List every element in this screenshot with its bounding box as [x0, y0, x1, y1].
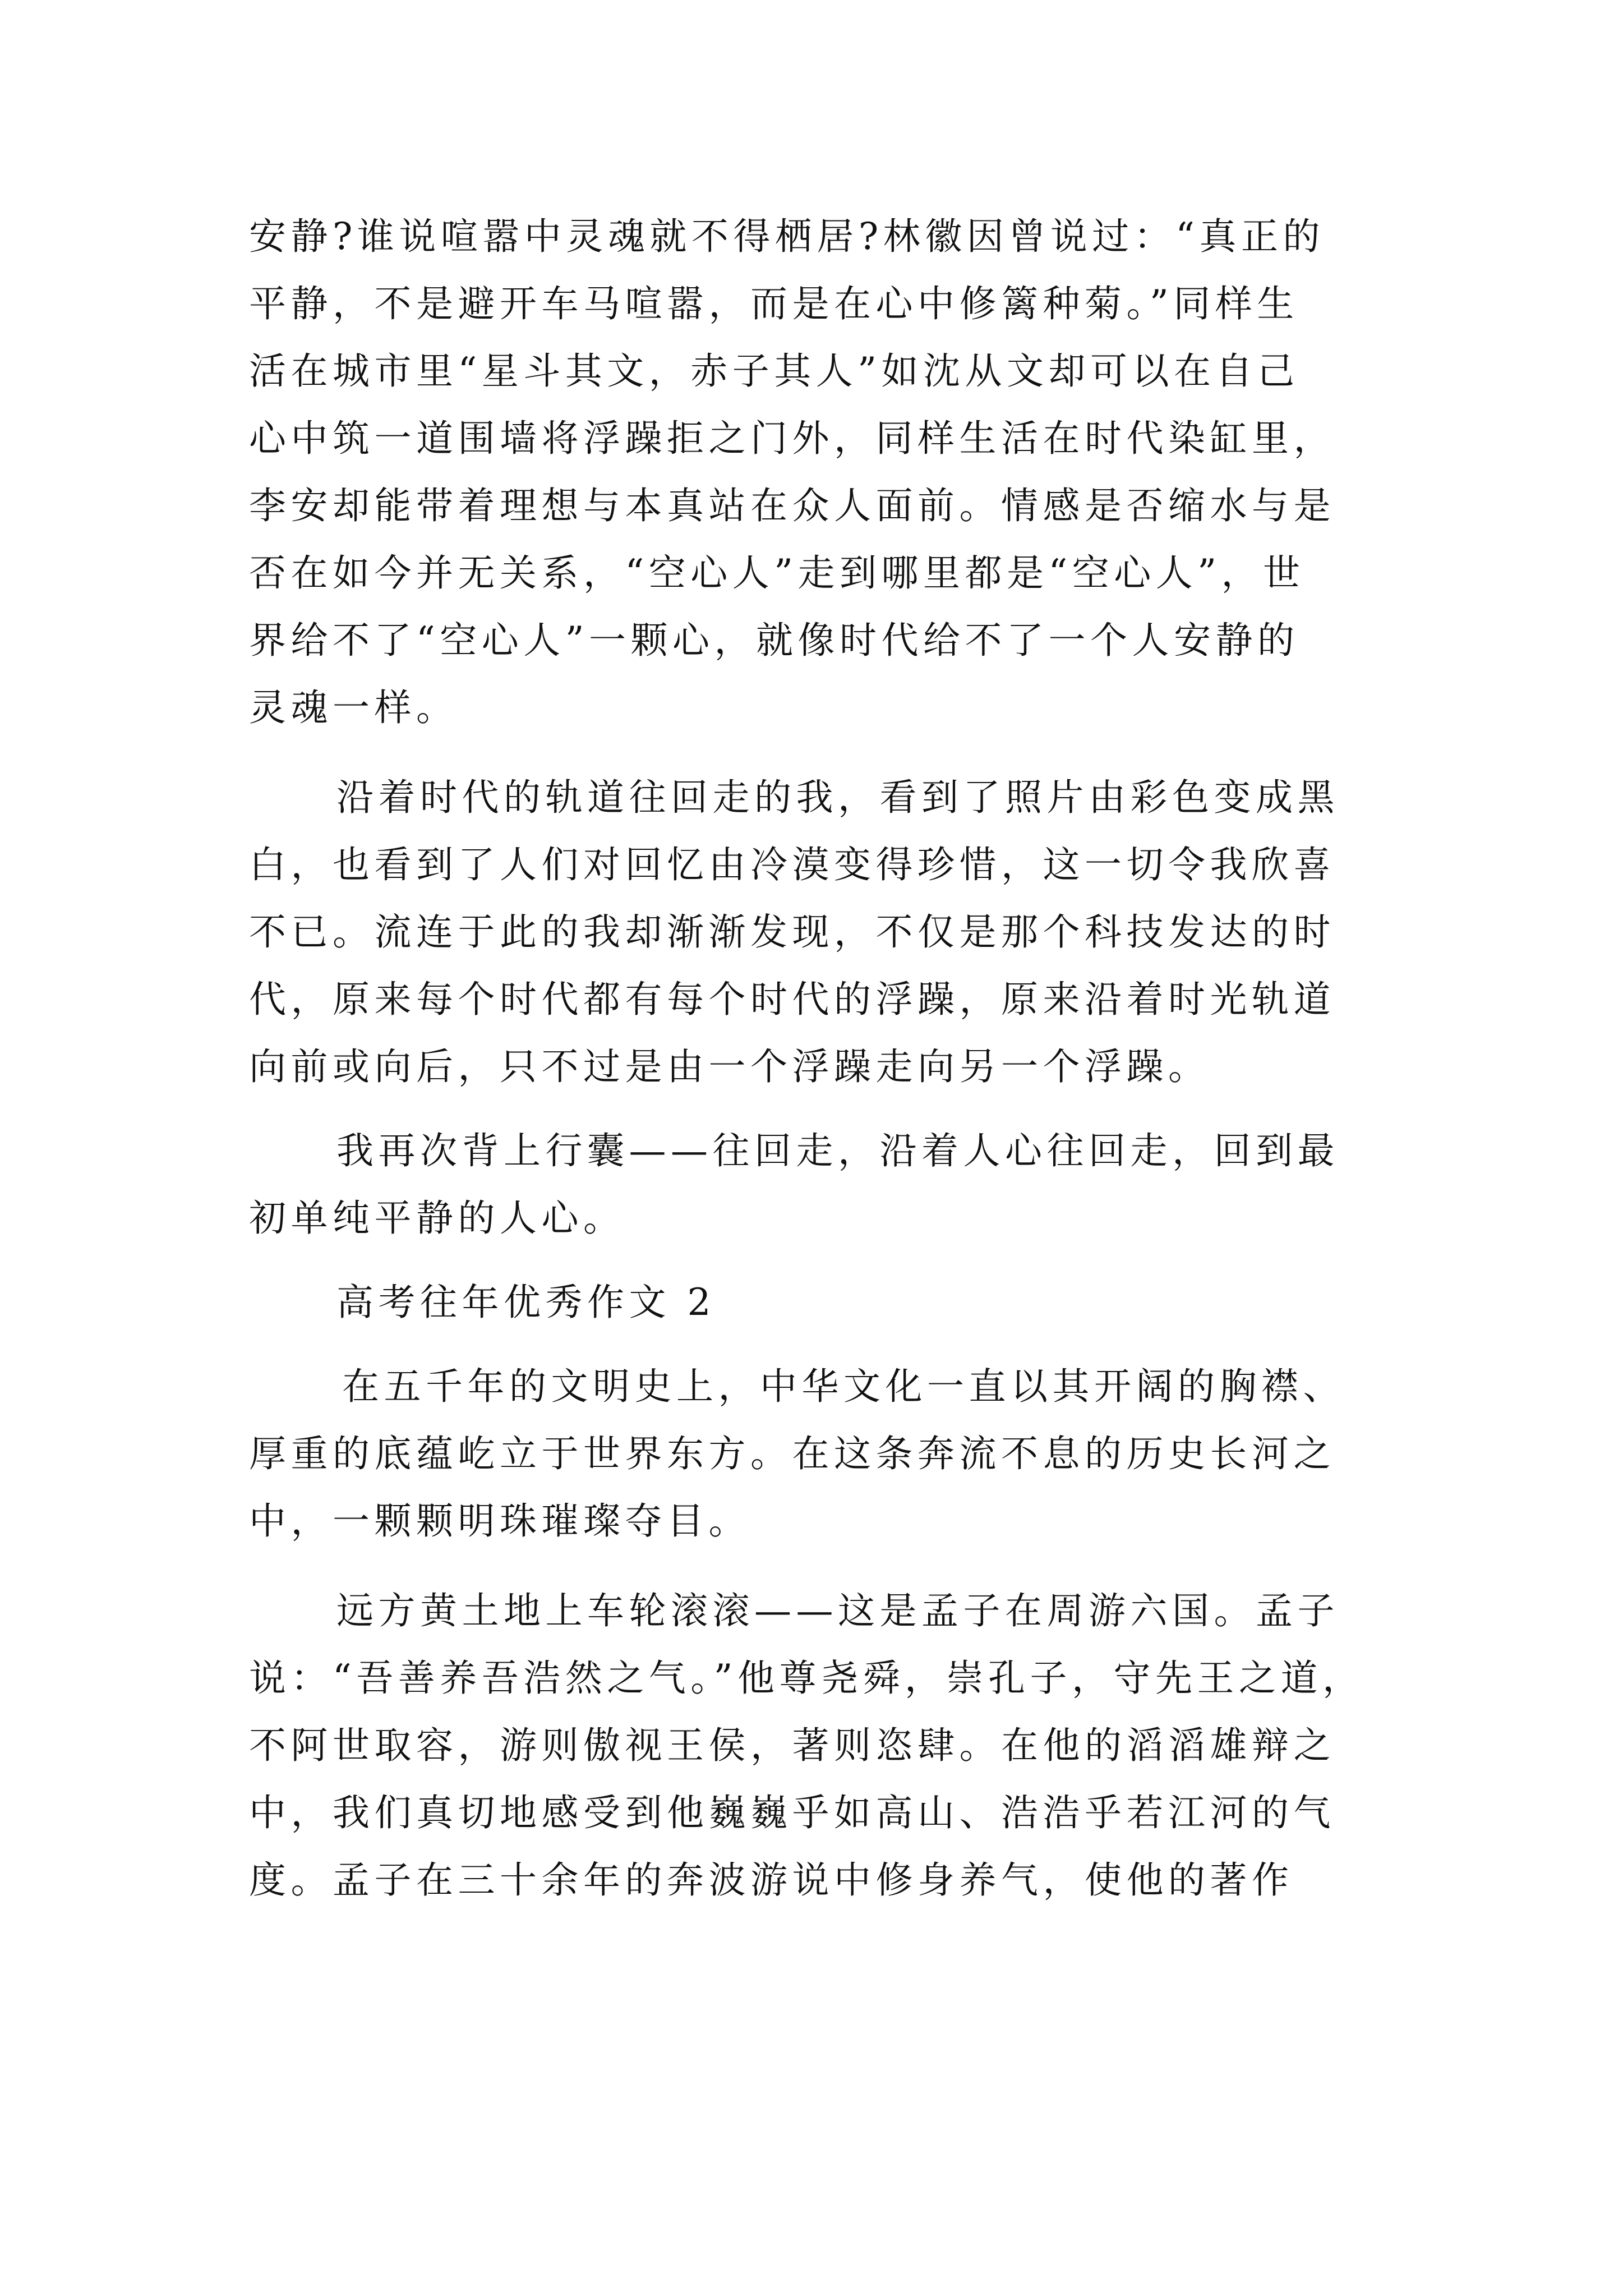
- text-line: 初单纯平静的人心。: [249, 1197, 625, 1240]
- text-line: 安静?谁说喧嚣中灵魂就不得栖居?林徽因曾说过：“真正的: [249, 215, 1325, 258]
- text-line: 中，一颗颗明珠璀璨夺目。: [249, 1499, 750, 1543]
- text-line: 平静，不是避开车马喧嚣，而是在心中修篱种菊。”同样生: [249, 282, 1299, 325]
- text-line: 不已。流连于此的我却渐渐发现，不仅是那个科技发达的时: [249, 910, 1335, 954]
- text-line: 沿着时代的轨道往回走的我，看到了照片由彩色变成黑: [336, 776, 1339, 819]
- text-line: 说：“吾善养吾浩然之气。”他尊尧舜，崇孔子，守先王之道，: [249, 1657, 1364, 1700]
- text-line: 向前或向后，只不过是由一个浮躁走向另一个浮躁。: [249, 1045, 1210, 1088]
- text-line: 活在城市里“星斗其文，赤子其人”如沈从文却可以在自己: [249, 349, 1299, 393]
- section-heading: 高考往年优秀作文 2: [336, 1281, 716, 1324]
- text-line: 否在如今并无关系，“空心人”走到哪里都是“空心人”，世: [249, 551, 1305, 595]
- text-line: 远方黄土地上车轮滚滚——这是孟子在周游六国。孟子: [336, 1589, 1339, 1632]
- text-line: 中，我们真切地感受到他巍巍乎如高山、浩浩乎若江河的气: [249, 1791, 1335, 1834]
- text-line: 界给不了“空心人”一颗心，就像时代给不了一个人安静的: [249, 619, 1299, 662]
- text-line: 我再次背上行囊——往回走，沿着人心往回走，回到最: [336, 1129, 1339, 1172]
- text-line: 厚重的底蕴屹立于世界东方。在这条奔流不息的历史长河之: [249, 1432, 1335, 1475]
- text-line: 灵魂一样。: [249, 686, 458, 729]
- text-line: 心中筑一道围墙将浮躁拒之门外，同样生活在时代染缸里，: [249, 417, 1335, 460]
- text-line: 白，也看到了人们对回忆由冷漠变得珍惜，这一切令我欣喜: [249, 843, 1335, 886]
- text-line: 度。孟子在三十余年的奔波游说中修身养气，使他的著作: [249, 1858, 1294, 1902]
- text-line: 不阿世取容，游则傲视王侯，著则恣肆。在他的滔滔雄辩之: [249, 1724, 1335, 1767]
- text-line: 代，原来每个时代都有每个时代的浮躁，原来沿着时光轨道: [249, 978, 1335, 1021]
- text-line: 在五千年的文明史上，中华文化一直以其开阔的胸襟、: [342, 1365, 1345, 1408]
- text-line: 李安却能带着理想与本真站在众人面前。情感是否缩水与是: [249, 484, 1335, 527]
